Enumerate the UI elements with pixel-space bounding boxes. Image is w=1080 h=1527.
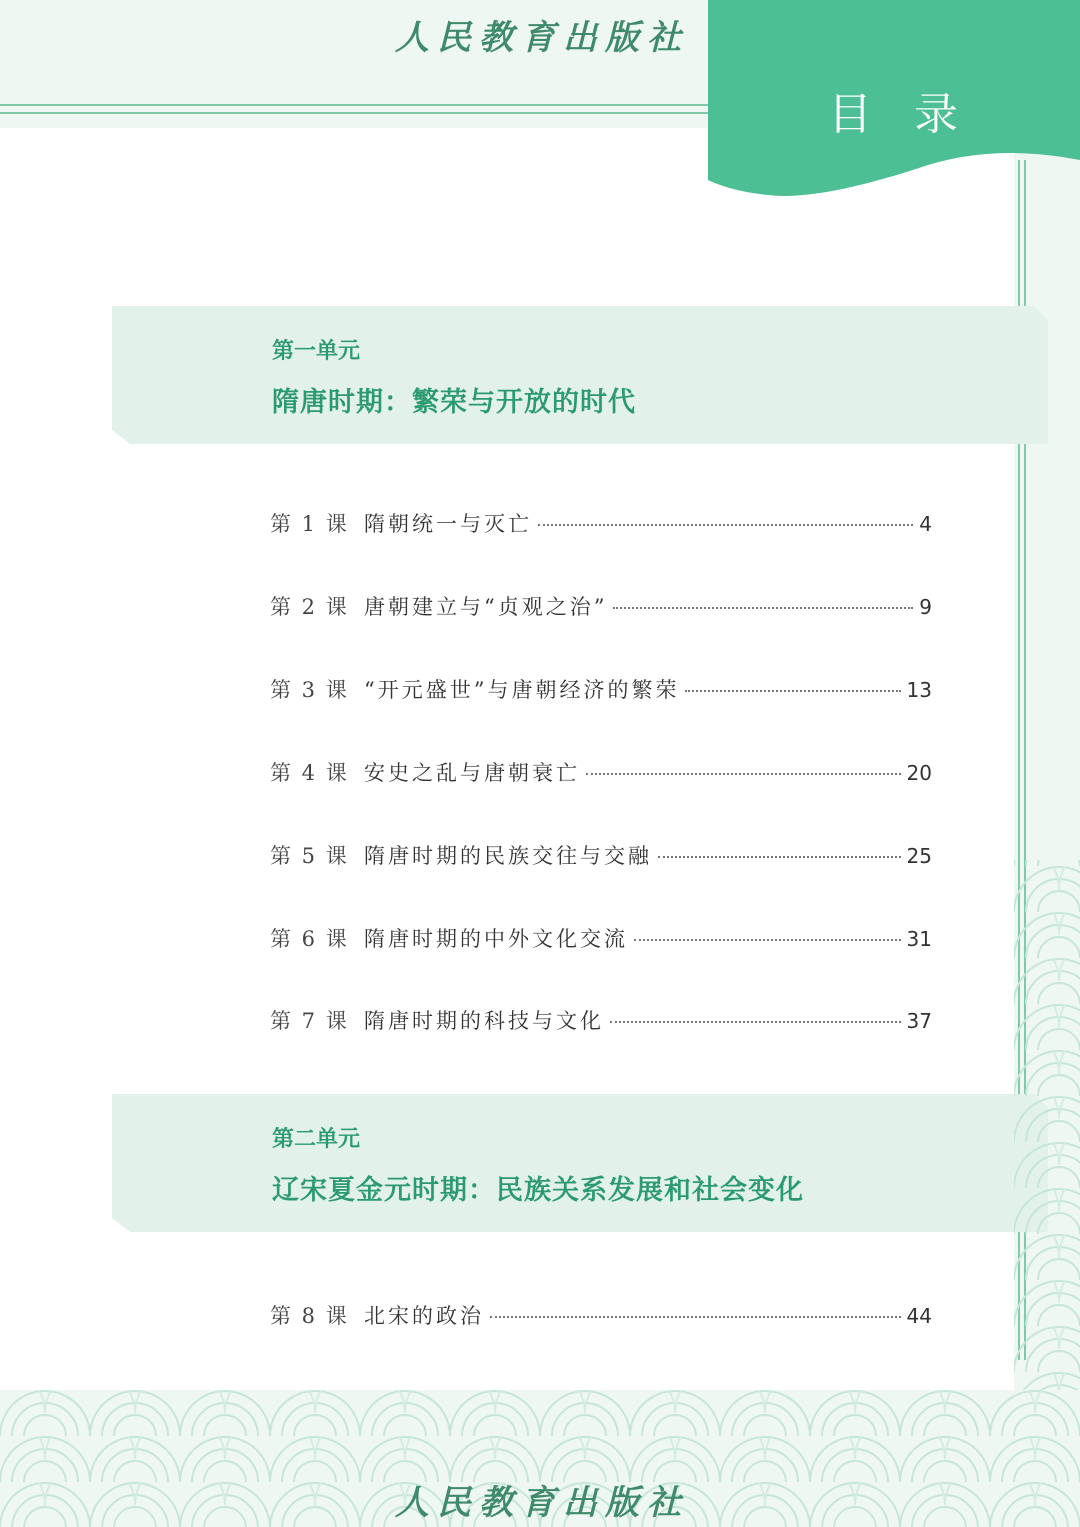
dot-leader (634, 939, 901, 941)
lesson-number: 第 7 课 (270, 1009, 349, 1033)
lesson-title: 隋唐时期的中外文化交流 (364, 927, 628, 951)
lesson-title: “开元盛世”与唐朝经济的繁荣 (364, 678, 680, 702)
lesson-title: 隋唐时期的民族交往与交融 (364, 844, 652, 868)
lesson-number: 第 8 课 (270, 1304, 349, 1328)
lesson-number: 第 1 课 (270, 512, 349, 536)
lesson-title: 北宋的政治 (364, 1304, 484, 1328)
page-number: 20 (906, 761, 932, 785)
toc-entry[interactable] (270, 923, 932, 957)
lesson-title: 隋朝统一与灭亡 (364, 512, 532, 536)
unit-title: 隋唐时期：繁荣与开放的时代 (272, 387, 636, 418)
top-double-line (0, 104, 712, 106)
dot-leader (658, 856, 901, 858)
page-number: 44 (906, 1304, 932, 1328)
page-number: 25 (906, 844, 932, 868)
unit-label: 第一单元 (272, 338, 361, 364)
toc-entry[interactable] (270, 508, 932, 542)
lesson-number: 第 3 课 (270, 678, 349, 702)
toc-entry[interactable] (270, 674, 932, 708)
dot-leader (613, 607, 913, 609)
page-number: 9 (919, 595, 932, 619)
page-number: 13 (906, 678, 932, 702)
page-number: 37 (906, 1009, 932, 1033)
dot-leader (610, 1021, 901, 1023)
lesson-number: 第 4 课 (270, 761, 349, 785)
lesson-title: 隋唐时期的科技与文化 (364, 1009, 604, 1033)
toc-entry[interactable] (270, 757, 932, 791)
unit-1 (114, 306, 1048, 444)
lesson-title: 安史之乱与唐朝衰亡 (364, 761, 580, 785)
lesson-title: 唐朝建立与“贞观之治” (364, 595, 608, 619)
dot-leader (685, 690, 900, 692)
page-number: 31 (906, 927, 932, 951)
lesson-number: 第 5 课 (270, 844, 349, 868)
publisher-logo-top: 人民教育出版社 (395, 18, 689, 58)
unit-label: 第二单元 (272, 1126, 361, 1152)
unit-2 (114, 1094, 1048, 1232)
toc-entry[interactable] (270, 840, 932, 874)
unit-title: 辽宋夏金元时期：民族关系发展和社会变化 (272, 1175, 804, 1206)
dot-leader (586, 773, 901, 775)
toc-title: 目 录 (828, 89, 972, 140)
lesson-number: 第 6 课 (270, 927, 349, 951)
lesson-number: 第 2 课 (270, 595, 349, 619)
publisher-logo-bottom: 人民教育出版社 (395, 1483, 689, 1523)
toc-entry[interactable] (270, 591, 932, 625)
page-number: 4 (919, 512, 932, 536)
top-double-line-inner (0, 112, 712, 114)
dot-leader (490, 1316, 901, 1318)
dot-leader (538, 524, 913, 526)
toc-entry[interactable] (270, 1005, 932, 1039)
wave-pattern-right (1014, 360, 1080, 1390)
toc-entry[interactable] (270, 1300, 932, 1334)
